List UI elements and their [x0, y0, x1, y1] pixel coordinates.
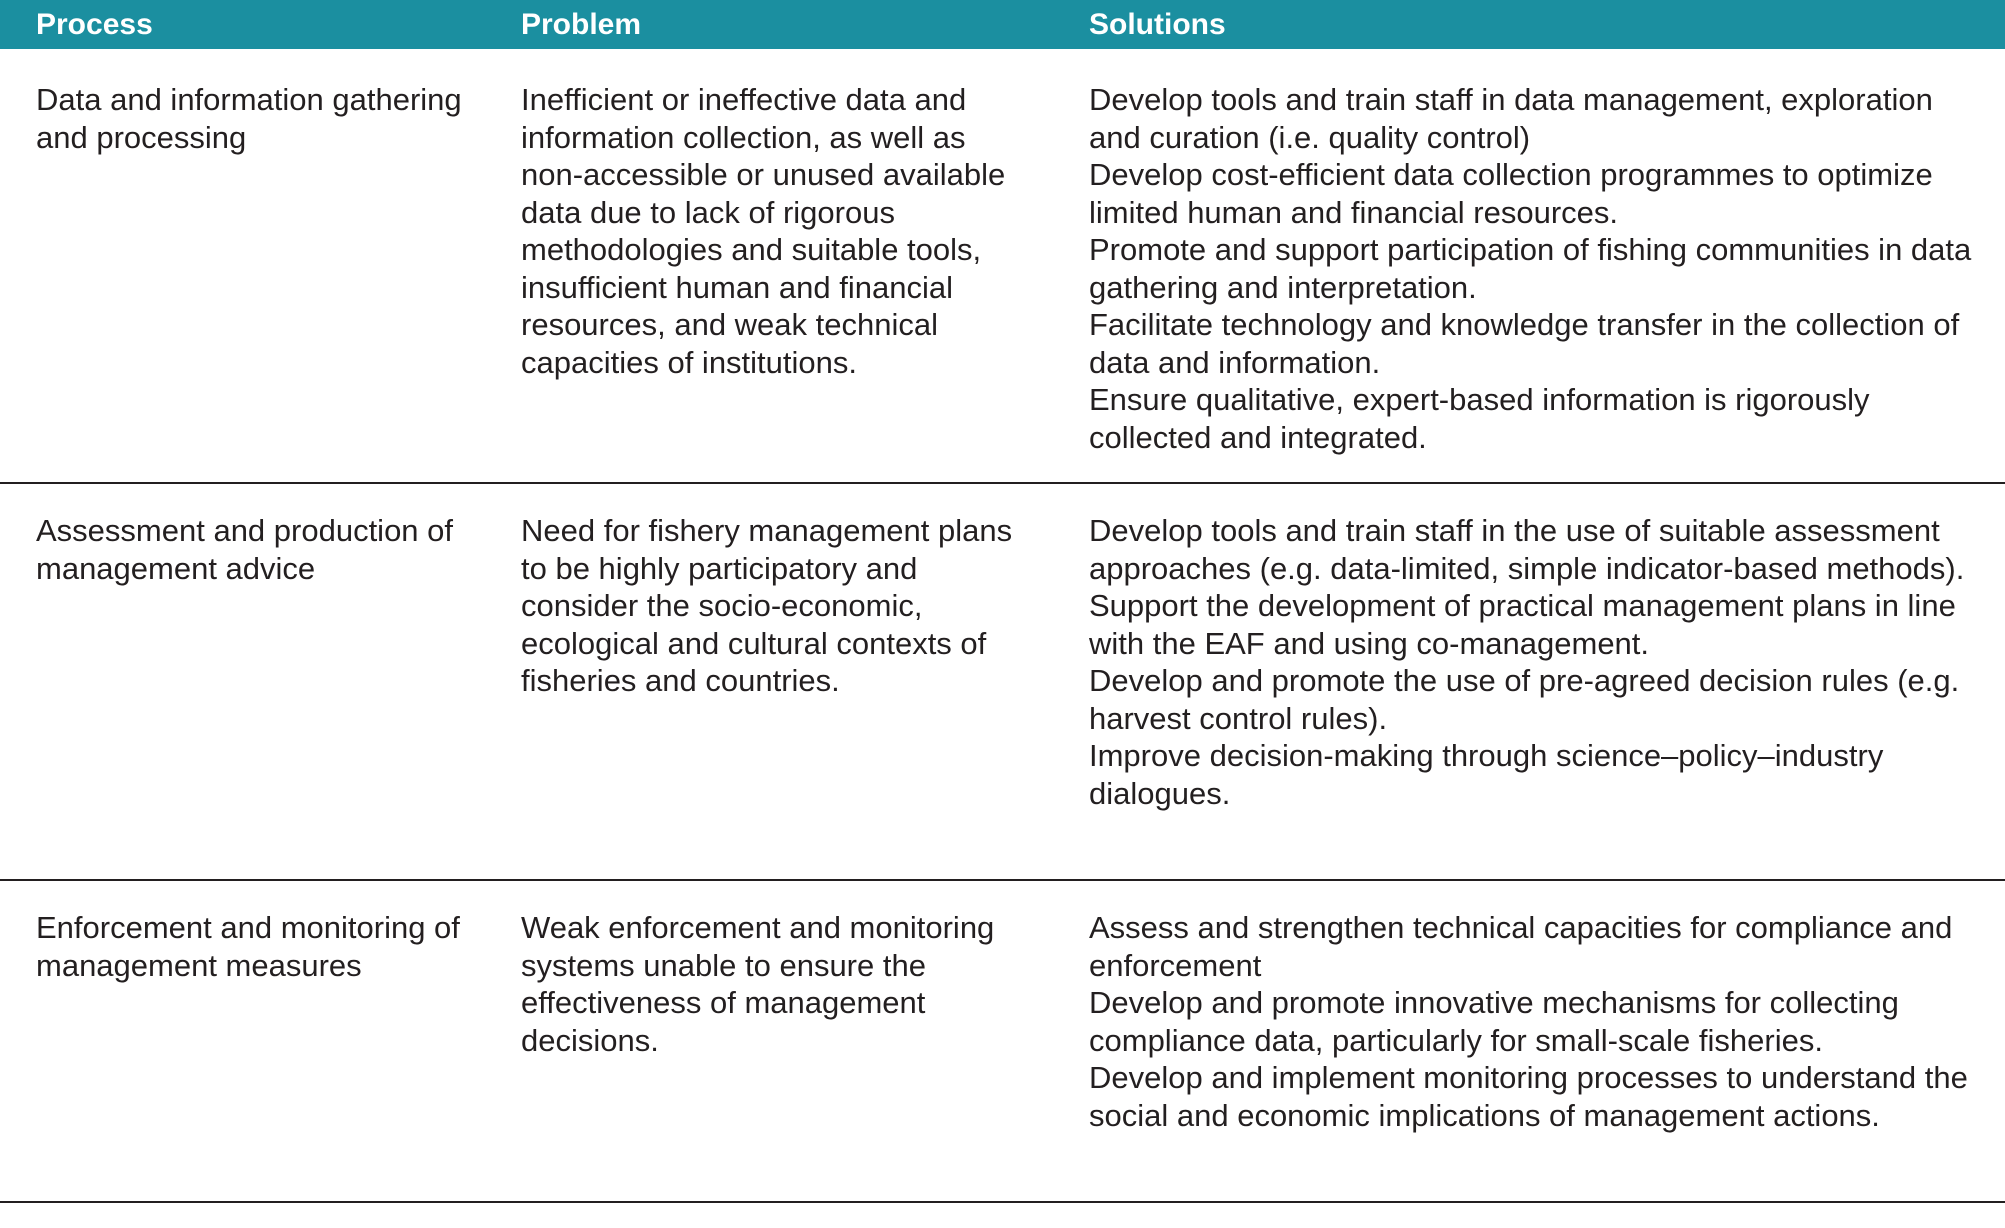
solution-item: Develop cost-efficient data collection programmes to optimize limited human and financial resources.: [1089, 157, 1933, 230]
header-problem: Problem: [521, 8, 642, 41]
solution-item: Develop and implement monitoring processes to understand the social and economic implications of management actions.: [1089, 1060, 1968, 1133]
process-cell: Assessment and production of management advice: [36, 513, 454, 586]
solution-item: Develop tools and train staff in data management, exploration and curation (i.e. quality control): [1089, 82, 1933, 155]
solution-item: Develop tools and train staff in the use of suitable assessment approaches (e.g. data-limited, simple indicator-based methods).: [1089, 513, 1965, 586]
solution-item: Ensure qualitative, expert-based information is rigorously collected and integrated.: [1089, 382, 1870, 455]
process-cell: Data and information gathering and processing: [36, 82, 462, 155]
solution-item: Promote and support participation of fishing communities in data gathering and interpretation.: [1089, 232, 1972, 305]
solution-item: Develop and promote the use of pre-agreed decision rules (e.g. harvest control rules).: [1089, 663, 1960, 736]
solution-item: Facilitate technology and knowledge transfer in the collection of data and information.: [1089, 307, 1960, 380]
table-header: [0, 0, 2005, 49]
solutions-cell: [1053, 909, 2005, 1201]
header-solutions: Solutions: [1089, 8, 1226, 41]
problem-cell: Inefficient or ineffective data and information collection, as well as non-accessible or unused available data due to lack of rigorous methodologies and suitable tools, insufficient human and financial resources, and weak technical capacities of institutions.: [521, 82, 1006, 380]
solutions-cell: [1053, 81, 2005, 482]
problem-cell: Need for fishery management plans to be highly participatory and consider the socio-economic, ecological and cultural contexts of fisheries and countries.: [521, 513, 1013, 698]
header-process: Process: [36, 8, 153, 41]
solution-item: Support the development of practical management plans in line with the EAF and using co-management.: [1089, 588, 1956, 661]
solution-item: Improve decision-making through science–policy–industry dialogues.: [1089, 738, 1884, 811]
table-row: [0, 49, 2005, 484]
process-cell: Enforcement and monitoring of management measures: [36, 910, 460, 983]
solution-item: Develop and promote innovative mechanisms for collecting compliance data, particularly for small-scale fisheries.: [1089, 985, 1899, 1058]
table-row: [0, 484, 2005, 881]
solutions-cell: [1053, 512, 2005, 879]
table-row: [0, 881, 2005, 1203]
solution-item: Assess and strengthen technical capacities for compliance and enforcement: [1089, 910, 1953, 983]
problem-cell: Weak enforcement and monitoring systems unable to ensure the effectiveness of management decisions.: [521, 910, 995, 1058]
